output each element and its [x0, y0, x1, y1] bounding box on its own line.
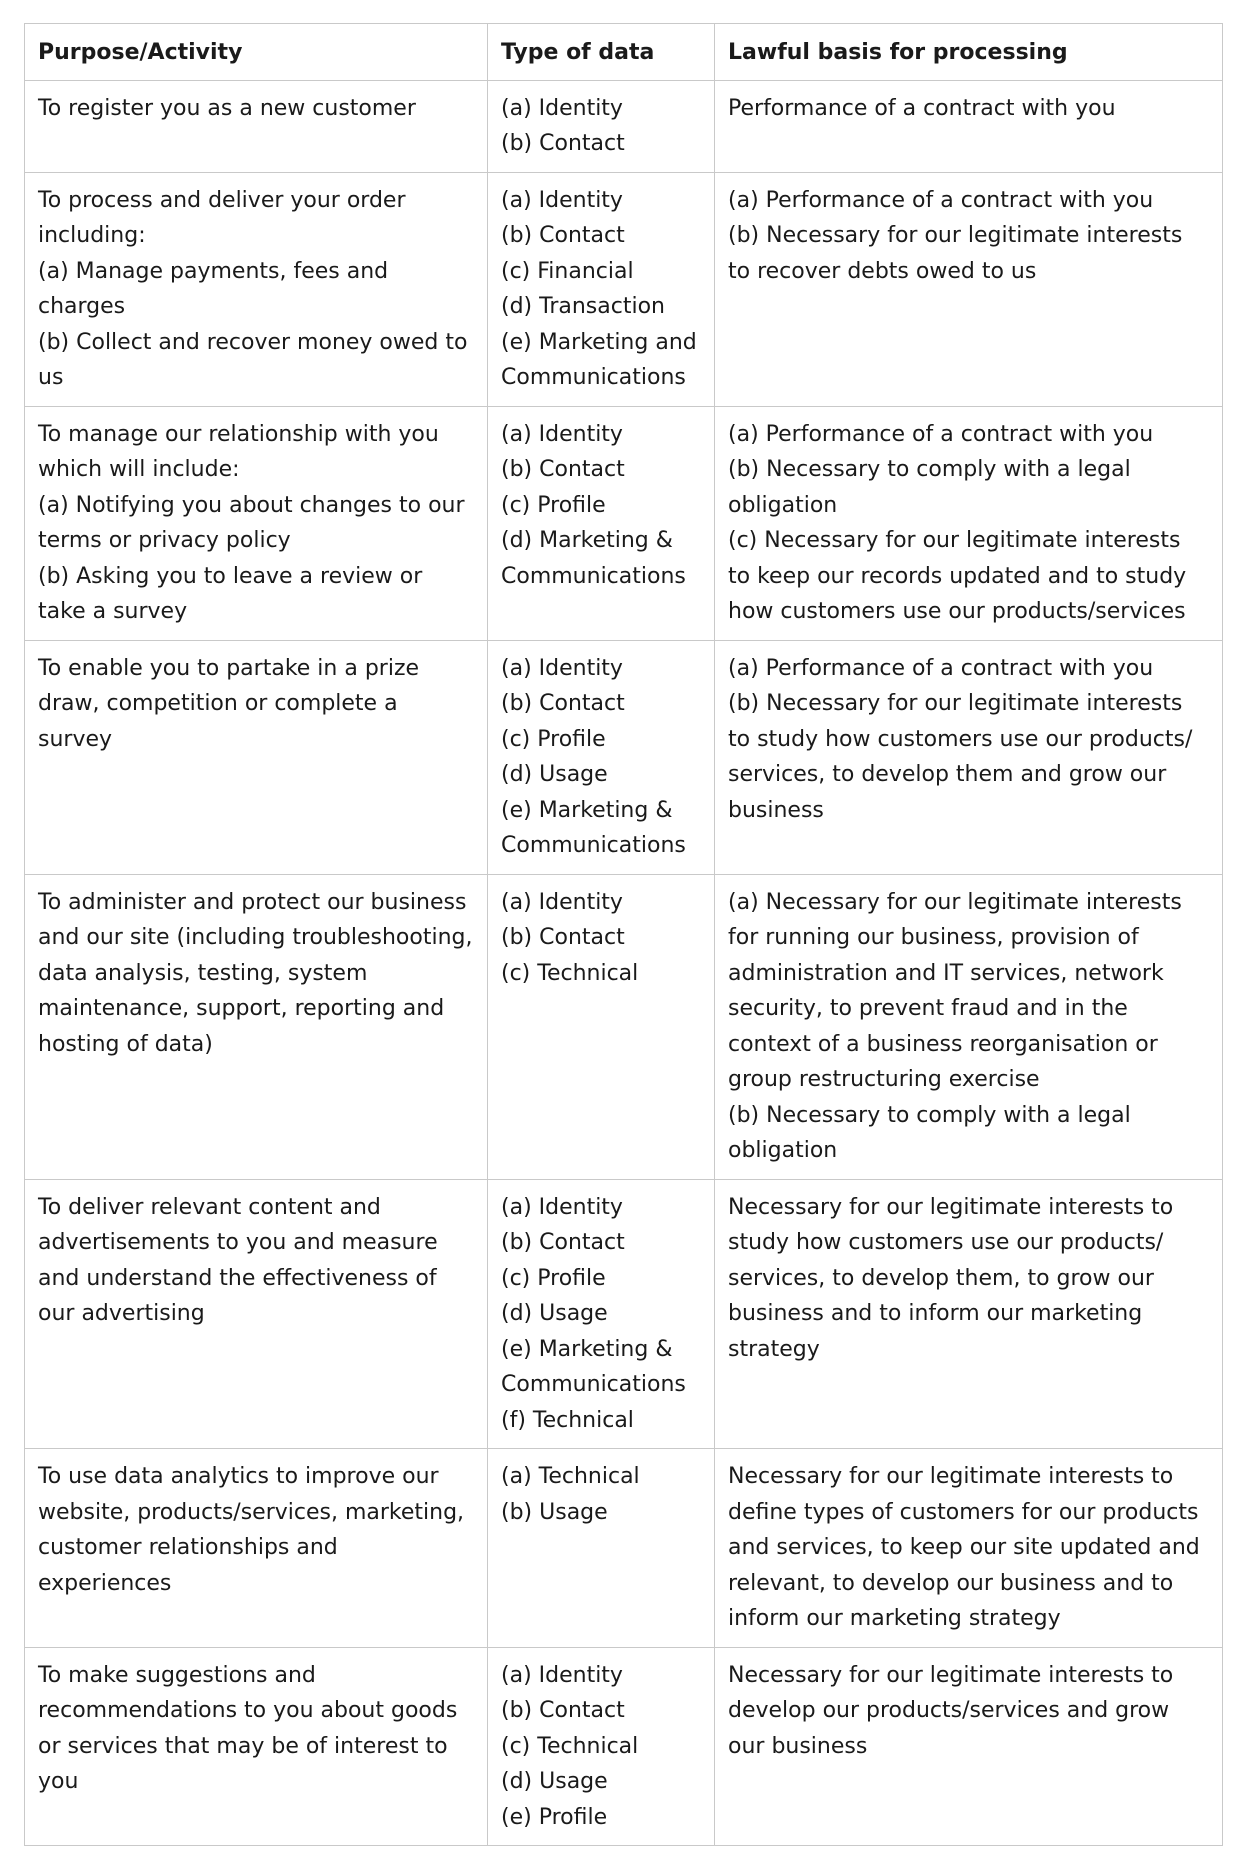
table-row [25, 874, 1223, 1179]
table-row [25, 172, 1223, 406]
cell-line: (a) Technical [501, 1464, 640, 1489]
data-types-cell [488, 1647, 715, 1846]
cell-line: (b) Contact [501, 691, 625, 716]
cell-line: (b) Contact [501, 925, 625, 950]
cell-line: (f) Technical [501, 1407, 634, 1433]
cell-line: (d) Usage [501, 1301, 608, 1326]
cell-line: (e) Marketing and Communications [501, 329, 697, 390]
cell-line: Performance of a contract with you [728, 95, 1116, 121]
cell-line: (b) Contact [501, 1230, 625, 1255]
lawful-basis-cell [715, 1179, 1223, 1449]
cell-line: (a) Notifying you about changes to our terms or privacy policy [38, 492, 465, 553]
cell-line: (b) Contact [501, 457, 625, 482]
purpose-cell [25, 80, 488, 172]
data-types-cell [488, 406, 715, 640]
cell-line: (b) Necessary to comply with a legal obligation [728, 1102, 1131, 1163]
purpose-cell [25, 1647, 488, 1846]
table-header-row [25, 24, 1223, 81]
cell-line: (a) Identity [501, 655, 623, 681]
cell-line: To use data analytics to improve our website, products/services, marketing, customer relationships and experiences [38, 1464, 465, 1596]
cell-line: To make suggestions and recommendations to you about goods or services that may be of interest to you [38, 1662, 458, 1794]
purpose-cell [25, 1179, 488, 1449]
cell-line: (c) Profile [501, 726, 606, 752]
cell-line: (b) Necessary to comply with a legal obligation [728, 457, 1131, 518]
cell-line: (e) Marketing & Communications [501, 797, 686, 858]
cell-line: (d) Marketing & Communications [501, 528, 686, 589]
cell-line: (b) Collect and recover money owed to us [38, 329, 468, 390]
cell-line: (b) Necessary for our legitimate interests to recover debts owed to us [728, 223, 1183, 284]
cell-line: (c) Profile [501, 1265, 606, 1291]
cell-line: To register you as a new customer [38, 95, 416, 121]
table-row [25, 406, 1223, 640]
table-row [25, 640, 1223, 874]
data-types-cell [488, 80, 715, 172]
cell-line: To manage our relationship with you which will include: [38, 421, 439, 482]
cell-line: (b) Contact [501, 131, 625, 156]
cell-line: (e) Marketing & Communications [501, 1336, 686, 1397]
lawful-basis-cell [715, 172, 1223, 406]
cell-line: (d) Usage [501, 1769, 608, 1794]
cell-line: (c) Technical [501, 960, 639, 986]
cell-line: (a) Performance of a contract with you [728, 655, 1154, 681]
purpose-cell [25, 874, 488, 1179]
table-row [25, 1647, 1223, 1846]
cell-line: (b) Contact [501, 223, 625, 248]
cell-line: (d) Usage [501, 762, 608, 787]
cell-line: (a) Identity [501, 95, 623, 121]
data-types-cell [488, 640, 715, 874]
data-types-cell [488, 874, 715, 1179]
cell-line: To deliver relevant content and advertisements to you and measure and understand the effectiveness of our advertising [38, 1194, 438, 1326]
cell-line: Necessary for our legitimate interests to define types of customers for our products and services, to keep our site updated and relevant, to develop our business and to inform our marketing strategy [728, 1464, 1200, 1631]
cell-line: (b) Contact [501, 1698, 625, 1723]
cell-line: (c) Profile [501, 492, 606, 518]
cell-line: (a) Identity [501, 421, 623, 447]
table-row [25, 1449, 1223, 1648]
cell-line: (c) Necessary for our legitimate interests to keep our records updated and to study how customers use our products/services [728, 528, 1187, 624]
table-row [25, 80, 1223, 172]
cell-line: (a) Identity [501, 1662, 623, 1688]
cell-line: (b) Asking you to leave a review or take a survey [38, 563, 423, 624]
lawful-basis-cell [715, 640, 1223, 874]
lawful-basis-cell [715, 406, 1223, 640]
header-type-of-data: Type of data [488, 24, 715, 81]
table-body [25, 80, 1223, 1846]
cell-line: (a) Performance of a contract with you [728, 187, 1154, 213]
cell-line: (a) Identity [501, 187, 623, 213]
cell-line: (a) Identity [501, 889, 623, 915]
cell-line: (a) Manage payments, fees and charges [38, 258, 389, 319]
purpose-cell [25, 172, 488, 406]
header-lawful-basis: Lawful basis for processing [715, 24, 1223, 81]
cell-line: (c) Technical [501, 1733, 639, 1759]
cell-line: (e) Profile [501, 1804, 608, 1830]
data-types-cell [488, 1179, 715, 1449]
table-row [25, 1179, 1223, 1449]
lawful-basis-cell [715, 80, 1223, 172]
lawful-basis-cell [715, 874, 1223, 1179]
cell-line: (b) Necessary for our legitimate interests to study how customers use our products/ services, to develop them and grow our business [728, 691, 1193, 823]
header-purpose: Purpose/Activity [25, 24, 488, 81]
purpose-cell [25, 406, 488, 640]
cell-line: (c) Financial [501, 258, 634, 284]
cell-line: To administer and protect our business and our site (including troubleshooting, data analysis, testing, system maintenance, support, reporting and hosting of data) [38, 889, 473, 1057]
cell-line: (a) Necessary for our legitimate interests for running our business, provision of administration and IT services, network security, to prevent fraud and in the context of a business reorganisation or group restructuring exercise [728, 889, 1182, 1092]
cell-line: (a) Performance of a contract with you [728, 421, 1154, 447]
cell-line: To enable you to partake in a prize draw, competition or complete a survey [38, 655, 420, 752]
cell-line: To process and deliver your order including: [38, 187, 406, 248]
cell-line: Necessary for our legitimate interests to develop our products/services and grow our business [728, 1662, 1174, 1759]
cell-line: (d) Transaction [501, 294, 665, 319]
data-processing-table [24, 23, 1223, 1846]
cell-line: (b) Usage [501, 1499, 608, 1525]
data-types-cell [488, 1449, 715, 1648]
cell-line: (a) Identity [501, 1194, 623, 1220]
purpose-cell [25, 640, 488, 874]
cell-line: Necessary for our legitimate interests to study how customers use our products/ services, to develop them, to grow our business and to inform our marketing strategy [728, 1194, 1174, 1362]
purpose-cell [25, 1449, 488, 1648]
lawful-basis-cell [715, 1449, 1223, 1648]
lawful-basis-cell [715, 1647, 1223, 1846]
data-types-cell [488, 172, 715, 406]
